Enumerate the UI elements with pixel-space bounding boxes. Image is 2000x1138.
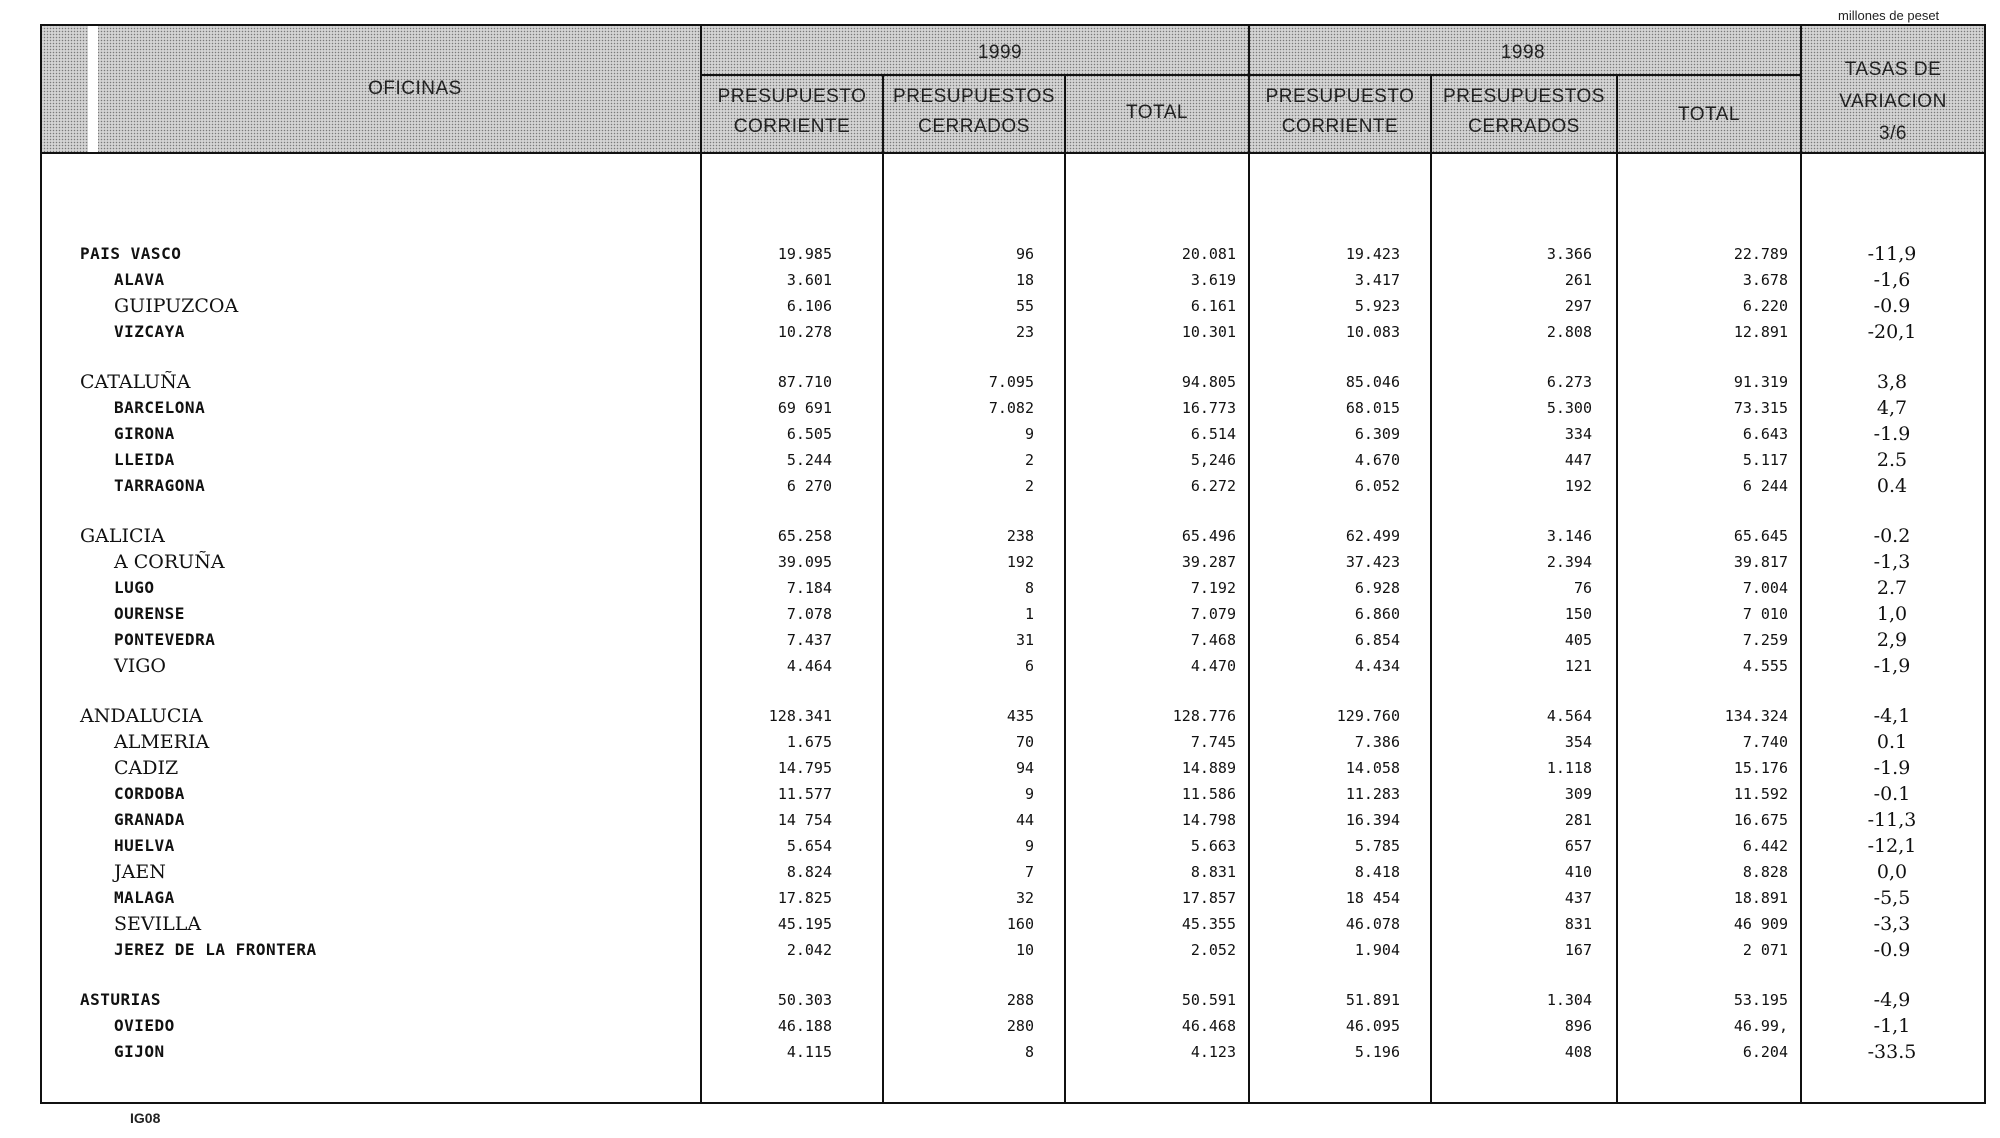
variation-rate-cell: -1,6 [1873,269,1911,291]
office-name: LUGO [114,578,155,597]
value-cell: 134.324 [1724,707,1788,725]
header-1999-total: TOTAL [1126,102,1188,123]
value-cell: 6.273 [1546,373,1592,391]
header-1999-presupuestos-cerrados [884,82,1064,142]
value-cell: 94 [1015,759,1034,777]
value-cell: 5.196 [1354,1043,1400,1061]
office-name: GALICIA [80,525,165,547]
value-cell: 6.204 [1742,1043,1788,1061]
value-cell: 6.309 [1354,425,1400,443]
value-cell: 4.464 [786,657,832,675]
value-cell: 6.505 [786,425,832,443]
value-cell: 6.854 [1354,631,1400,649]
footer-code: IG08 [130,1110,161,1126]
office-row [40,912,1986,936]
value-cell: 2.394 [1546,553,1592,571]
value-cell: 46.468 [1181,1017,1236,1035]
variation-rate-cell: -1,9 [1873,655,1911,677]
value-cell: 657 [1564,837,1592,855]
value-cell: 23 [1015,323,1034,341]
value-cell: 62.499 [1345,527,1400,545]
header-1999-presupuesto-corriente [702,82,882,142]
value-cell: 280 [1006,1017,1034,1035]
office-row [40,422,1986,446]
header-label-line: VARIACION [1839,91,1947,112]
value-cell: 831 [1564,915,1592,933]
value-cell: 7.437 [786,631,832,649]
office-row [40,938,1986,962]
office-name: GIJON [114,1042,165,1061]
value-cell: 437 [1564,889,1592,907]
value-cell: 896 [1564,1017,1592,1035]
value-cell: 4.123 [1190,1043,1236,1061]
value-cell: 7.184 [786,579,832,597]
value-cell: 73.315 [1733,399,1788,417]
value-cell: 14.795 [777,759,832,777]
value-cell: 45.195 [777,915,832,933]
value-cell: 4.470 [1190,657,1236,675]
value-cell: 11.577 [777,785,832,803]
value-cell: 6 270 [786,477,832,495]
variation-rate-cell: 2.7 [1876,577,1908,599]
value-cell: 3.366 [1546,245,1592,263]
office-name: CADIZ [114,757,179,779]
variation-rate-cell: -0.9 [1873,295,1911,317]
header-year-1999: 1999 [977,42,1023,63]
value-cell: 6.052 [1354,477,1400,495]
header-1998-presupuesto-corriente [1250,82,1430,142]
value-cell: 3.678 [1742,271,1788,289]
office-name: SEVILLA [114,913,202,935]
value-cell: 5.244 [786,451,832,469]
office-row [40,628,1986,652]
value-cell: 46.095 [1345,1017,1400,1035]
variation-rate-cell: 1,0 [1876,603,1908,625]
value-cell: 46.188 [777,1017,832,1035]
region-row [40,524,1986,548]
value-cell: 46.078 [1345,915,1400,933]
value-cell: 39.817 [1733,553,1788,571]
header-label-line: PRESUPUESTOS [1443,86,1605,107]
office-row [40,268,1986,292]
value-cell: 10.083 [1345,323,1400,341]
variation-rate-cell: -1.9 [1873,757,1911,779]
value-cell: 435 [1006,707,1034,725]
value-cell: 6.161 [1190,297,1236,315]
header-1998-presupuestos-cerrados [1432,82,1616,142]
variation-rate-cell: -20,1 [1867,321,1917,343]
value-cell: 76 [1573,579,1592,597]
value-cell: 128.341 [768,707,832,725]
region-row [40,370,1986,394]
office-row [40,474,1986,498]
value-cell: 17.857 [1181,889,1236,907]
value-cell: 10.278 [777,323,832,341]
value-cell: 39.287 [1181,553,1236,571]
variation-rate-cell: -1.9 [1873,423,1911,445]
header-label-line: CORRIENTE [1281,116,1399,137]
value-cell: 5.663 [1190,837,1236,855]
header-label-line: 3/6 [1879,123,1907,144]
value-cell: 22.789 [1733,245,1788,263]
value-cell: 1 [1024,605,1034,623]
office-name: MALAGA [114,888,175,907]
value-cell: 7.468 [1190,631,1236,649]
value-cell: 65.645 [1733,527,1788,545]
value-cell: 6.272 [1190,477,1236,495]
value-cell: 6.106 [786,297,832,315]
value-cell: 9 [1024,837,1034,855]
value-cell: 18.891 [1733,889,1788,907]
value-cell: 8.831 [1190,863,1236,881]
office-name: GRANADA [114,810,185,829]
value-cell: 4.555 [1742,657,1788,675]
variation-rate-cell: -12,1 [1867,835,1917,857]
value-cell: 4.670 [1354,451,1400,469]
office-name: ALAVA [114,270,165,289]
office-row [40,808,1986,832]
value-cell: 7 010 [1742,605,1788,623]
value-cell: 4.564 [1546,707,1592,725]
table-top-border [40,24,1986,26]
variation-rate-cell: -5,5 [1873,887,1911,909]
variation-rate-cell: 3,8 [1876,371,1908,393]
value-cell: 6 [1024,657,1034,675]
value-cell: 5.300 [1546,399,1592,417]
value-cell: 14 754 [777,811,832,829]
value-cell: 9 [1024,425,1034,443]
header-1998-total: TOTAL [1678,104,1740,125]
office-name: ASTURIAS [80,990,162,1009]
value-cell: 121 [1564,657,1592,675]
value-cell: 6.514 [1190,425,1236,443]
value-cell: 12.891 [1733,323,1788,341]
value-cell: 53.195 [1733,991,1788,1009]
value-cell: 17.825 [777,889,832,907]
value-cell: 1.118 [1546,759,1592,777]
value-cell: 11.283 [1345,785,1400,803]
value-cell: 15.176 [1733,759,1788,777]
value-cell: 19.985 [777,245,832,263]
variation-rate-cell: -33.5 [1867,1041,1917,1063]
value-cell: 10 [1015,941,1034,959]
value-cell: 6.860 [1354,605,1400,623]
value-cell: 7.082 [988,399,1034,417]
value-cell: 16.394 [1345,811,1400,829]
value-cell: 50.303 [777,991,832,1009]
region-row [40,704,1986,728]
value-cell: 7.259 [1742,631,1788,649]
variation-rate-cell: -0.2 [1873,525,1911,547]
variation-rate-cell: -11,3 [1867,809,1917,831]
value-cell: 7.004 [1742,579,1788,597]
office-name: A CORUÑA [114,551,225,573]
units-note: millones de peset [1838,8,1940,23]
variation-rate-cell: 0.1 [1876,731,1908,753]
variation-rate-cell: -11,9 [1867,243,1917,265]
office-row [40,576,1986,600]
value-cell: 6.928 [1354,579,1400,597]
value-cell: 7.192 [1190,579,1236,597]
value-cell: 14.798 [1181,811,1236,829]
office-row [40,602,1986,626]
value-cell: 238 [1006,527,1034,545]
variation-rate-cell: -0.9 [1873,939,1911,961]
region-row [40,242,1986,266]
value-cell: 51.891 [1345,991,1400,1009]
variation-rate-cell: -3,3 [1873,913,1911,935]
value-cell: 5,246 [1190,451,1236,469]
value-cell: 281 [1564,811,1592,829]
value-cell: 50.591 [1181,991,1236,1009]
value-cell: 1.904 [1354,941,1400,959]
office-row [40,396,1986,420]
office-row [40,860,1986,884]
value-cell: 192 [1006,553,1034,571]
office-row [40,1014,1986,1038]
value-cell: 8.828 [1742,863,1788,881]
value-cell: 11.586 [1181,785,1236,803]
value-cell: 4.434 [1354,657,1400,675]
header-label-line: PRESUPUESTO [1265,86,1415,107]
value-cell: 85.046 [1345,373,1400,391]
budget-table [40,24,1986,1102]
value-cell: 31 [1015,631,1034,649]
office-name: ANDALUCIA [80,705,203,727]
variation-rate-cell: 2.5 [1876,449,1908,471]
office-name: OVIEDO [114,1016,175,1035]
value-cell: 44 [1015,811,1034,829]
value-cell: 261 [1564,271,1592,289]
header-stripe [88,24,98,154]
office-name: JEREZ DE LA FRONTERA [114,940,317,959]
value-cell: 1.304 [1546,991,1592,1009]
value-cell: 5.654 [786,837,832,855]
value-cell: 69 691 [777,399,832,417]
variation-rate-cell: 0.4 [1876,475,1908,497]
office-row [40,448,1986,472]
office-row [40,320,1986,344]
value-cell: 7.095 [988,373,1034,391]
variation-rate-cell: 0,0 [1876,861,1908,883]
header-label-line: PRESUPUESTOS [893,86,1055,107]
value-cell: 167 [1564,941,1592,959]
header-label-line: TASAS DE [1844,59,1942,80]
value-cell: 65.496 [1181,527,1236,545]
value-cell: 192 [1564,477,1592,495]
office-row [40,834,1986,858]
value-cell: 16.675 [1733,811,1788,829]
value-cell: 8.824 [786,863,832,881]
value-cell: 7.078 [786,605,832,623]
header-label-line: PRESUPUESTO [717,86,867,107]
value-cell: 7.740 [1742,733,1788,751]
value-cell: 2 071 [1742,941,1788,959]
value-cell: 8 [1024,1043,1034,1061]
value-cell: 6 244 [1742,477,1788,495]
value-cell: 37.423 [1345,553,1400,571]
value-cell: 405 [1564,631,1592,649]
office-row [40,550,1986,574]
office-name: VIGO [114,655,166,677]
variation-rate-cell: -1,3 [1873,551,1911,573]
office-name: GIRONA [114,424,175,443]
value-cell: 20.081 [1181,245,1236,263]
value-cell: 5.923 [1354,297,1400,315]
value-cell: 94.805 [1181,373,1236,391]
value-cell: 7.079 [1190,605,1236,623]
value-cell: 32 [1015,889,1034,907]
office-row [40,654,1986,678]
variation-rate-cell: -4,9 [1873,989,1911,1011]
value-cell: 129.760 [1336,707,1400,725]
value-cell: 408 [1564,1043,1592,1061]
value-cell: 18 454 [1345,889,1400,907]
value-cell: 87.710 [777,373,832,391]
value-cell: 309 [1564,785,1592,803]
value-cell: 447 [1564,451,1592,469]
value-cell: 96 [1015,245,1034,263]
value-cell: 354 [1564,733,1592,751]
year-header-underline [700,74,1802,76]
value-cell: 14.889 [1181,759,1236,777]
value-cell: 6.442 [1742,837,1788,855]
office-name: CORDOBA [114,784,185,803]
office-name: LLEIDA [114,450,175,469]
value-cell: 3.619 [1190,271,1236,289]
variation-rate-cell: 4,7 [1876,397,1908,419]
value-cell: 1.675 [786,733,832,751]
value-cell: 39.095 [777,553,832,571]
value-cell: 410 [1564,863,1592,881]
value-cell: 19.423 [1345,245,1400,263]
header-bottom-border [40,152,1986,154]
value-cell: 7 [1024,863,1034,881]
office-row [40,782,1986,806]
office-row [40,294,1986,318]
value-cell: 18 [1015,271,1034,289]
office-name: ALMERIA [114,731,210,753]
variation-rate-cell: 2,9 [1876,629,1908,651]
value-cell: 45.355 [1181,915,1236,933]
value-cell: 70 [1015,733,1034,751]
value-cell: 288 [1006,991,1034,1009]
value-cell: 46.99, [1733,1017,1788,1035]
value-cell: 5.117 [1742,451,1788,469]
value-cell: 55 [1015,297,1034,315]
office-name: BARCELONA [114,398,206,417]
table-bottom-border [40,1102,1986,1104]
value-cell: 7.745 [1190,733,1236,751]
value-cell: 91.319 [1733,373,1788,391]
value-cell: 160 [1006,915,1034,933]
office-name: PAIS VASCO [80,244,182,263]
value-cell: 11.592 [1733,785,1788,803]
value-cell: 5.785 [1354,837,1400,855]
office-row [40,886,1986,910]
value-cell: 10.301 [1181,323,1236,341]
value-cell: 3.601 [786,271,832,289]
value-cell: 46 909 [1733,915,1788,933]
office-row [40,756,1986,780]
value-cell: 2.808 [1546,323,1592,341]
value-cell: 6.220 [1742,297,1788,315]
office-row [40,1040,1986,1064]
value-cell: 6.643 [1742,425,1788,443]
header-oficinas: OFICINAS [368,78,462,99]
office-name: GUIPUZCOA [114,295,239,317]
value-cell: 68.015 [1345,399,1400,417]
value-cell: 2 [1024,451,1034,469]
office-row [40,730,1986,754]
office-name: JAEN [114,861,166,883]
value-cell: 3.417 [1354,271,1400,289]
value-cell: 297 [1564,297,1592,315]
variation-rate-cell: -0.1 [1873,783,1911,805]
value-cell: 8 [1024,579,1034,597]
value-cell: 16.773 [1181,399,1236,417]
office-name: VIZCAYA [114,322,185,341]
value-cell: 128.776 [1172,707,1236,725]
region-row [40,988,1986,1012]
value-cell: 334 [1564,425,1592,443]
header-year-1998: 1998 [1500,42,1546,63]
value-cell: 3.146 [1546,527,1592,545]
value-cell: 65.258 [777,527,832,545]
value-cell: 7.386 [1354,733,1400,751]
office-name: CATALUÑA [80,371,191,393]
header-tasas-variacion [1802,54,1984,150]
office-name: HUELVA [114,836,175,855]
value-cell: 14.058 [1345,759,1400,777]
value-cell: 150 [1564,605,1592,623]
variation-rate-cell: -4,1 [1873,705,1911,727]
value-cell: 8.418 [1354,863,1400,881]
office-name: TARRAGONA [114,476,206,495]
value-cell: 2.042 [786,941,832,959]
value-cell: 9 [1024,785,1034,803]
variation-rate-cell: -1,1 [1873,1015,1911,1037]
office-name: OURENSE [114,604,185,623]
value-cell: 2 [1024,477,1034,495]
office-name: PONTEVEDRA [114,630,216,649]
value-cell: 4.115 [786,1043,832,1061]
value-cell: 2.052 [1190,941,1236,959]
header-label-line: CORRIENTE [733,116,851,137]
header-label-line: CERRADOS [1468,116,1580,137]
header-label-line: CERRADOS [918,116,1030,137]
